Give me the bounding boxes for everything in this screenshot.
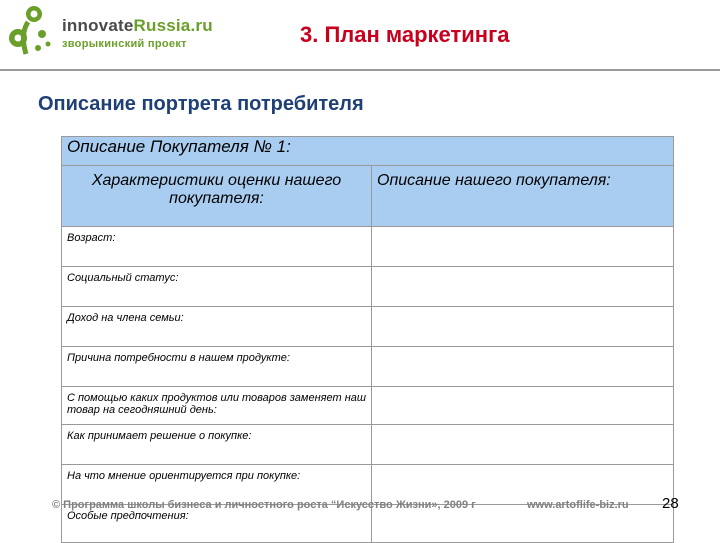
row-value (372, 387, 674, 425)
section-title: Описание портрета потребителя (38, 93, 364, 115)
footer-website-link[interactable]: www.artoflife-biz.ru (527, 499, 629, 511)
page-title: 3. План маркетинга (300, 22, 510, 47)
footer-copyright: © Программа школы бизнеса и личностного роста “Искусство Жизни», 2009 г (52, 499, 476, 511)
row-label: Особые предпочтения: (62, 505, 372, 543)
row-value (372, 307, 674, 347)
header-divider (0, 69, 720, 71)
column-header-description: Описание нашего покупателя: (372, 166, 674, 227)
table-title-row (62, 137, 674, 166)
table-row (62, 347, 674, 387)
row-value (372, 347, 674, 387)
row-label: Социальный статус: (62, 267, 372, 307)
column-header-characteristics: Характеристики оценки нашего покупателя: (62, 166, 372, 227)
table-row (62, 227, 674, 267)
table-row (62, 267, 674, 307)
logo-subtitle: зворыкинский проект (62, 38, 187, 50)
table-title: Описание Покупателя № 1: (62, 137, 674, 166)
row-value (372, 267, 674, 307)
table-row (62, 307, 674, 347)
row-label: Возраст: (62, 227, 372, 267)
row-label: Причина потребности в нашем продукте: (62, 347, 372, 387)
table-header-row (62, 166, 674, 227)
logo-name: innovateRussia.ru (62, 16, 213, 35)
row-value (372, 425, 674, 465)
table-row (62, 425, 674, 465)
logo (6, 4, 213, 60)
row-label: Как принимает решение о покупке: (62, 425, 372, 465)
row-label: Доход на члена семьи: (62, 307, 372, 347)
row-value (372, 227, 674, 267)
table-row (62, 387, 674, 425)
row-label: С помощью каких продуктов или товаров заменяет наш товар на сегодняшний день: (62, 387, 372, 425)
page-number: 28 (662, 495, 679, 512)
sprout-logo-icon (6, 4, 58, 60)
customer-portrait-table (61, 136, 674, 543)
row-label: На что мнение ориентируется при покупке: (62, 465, 372, 505)
